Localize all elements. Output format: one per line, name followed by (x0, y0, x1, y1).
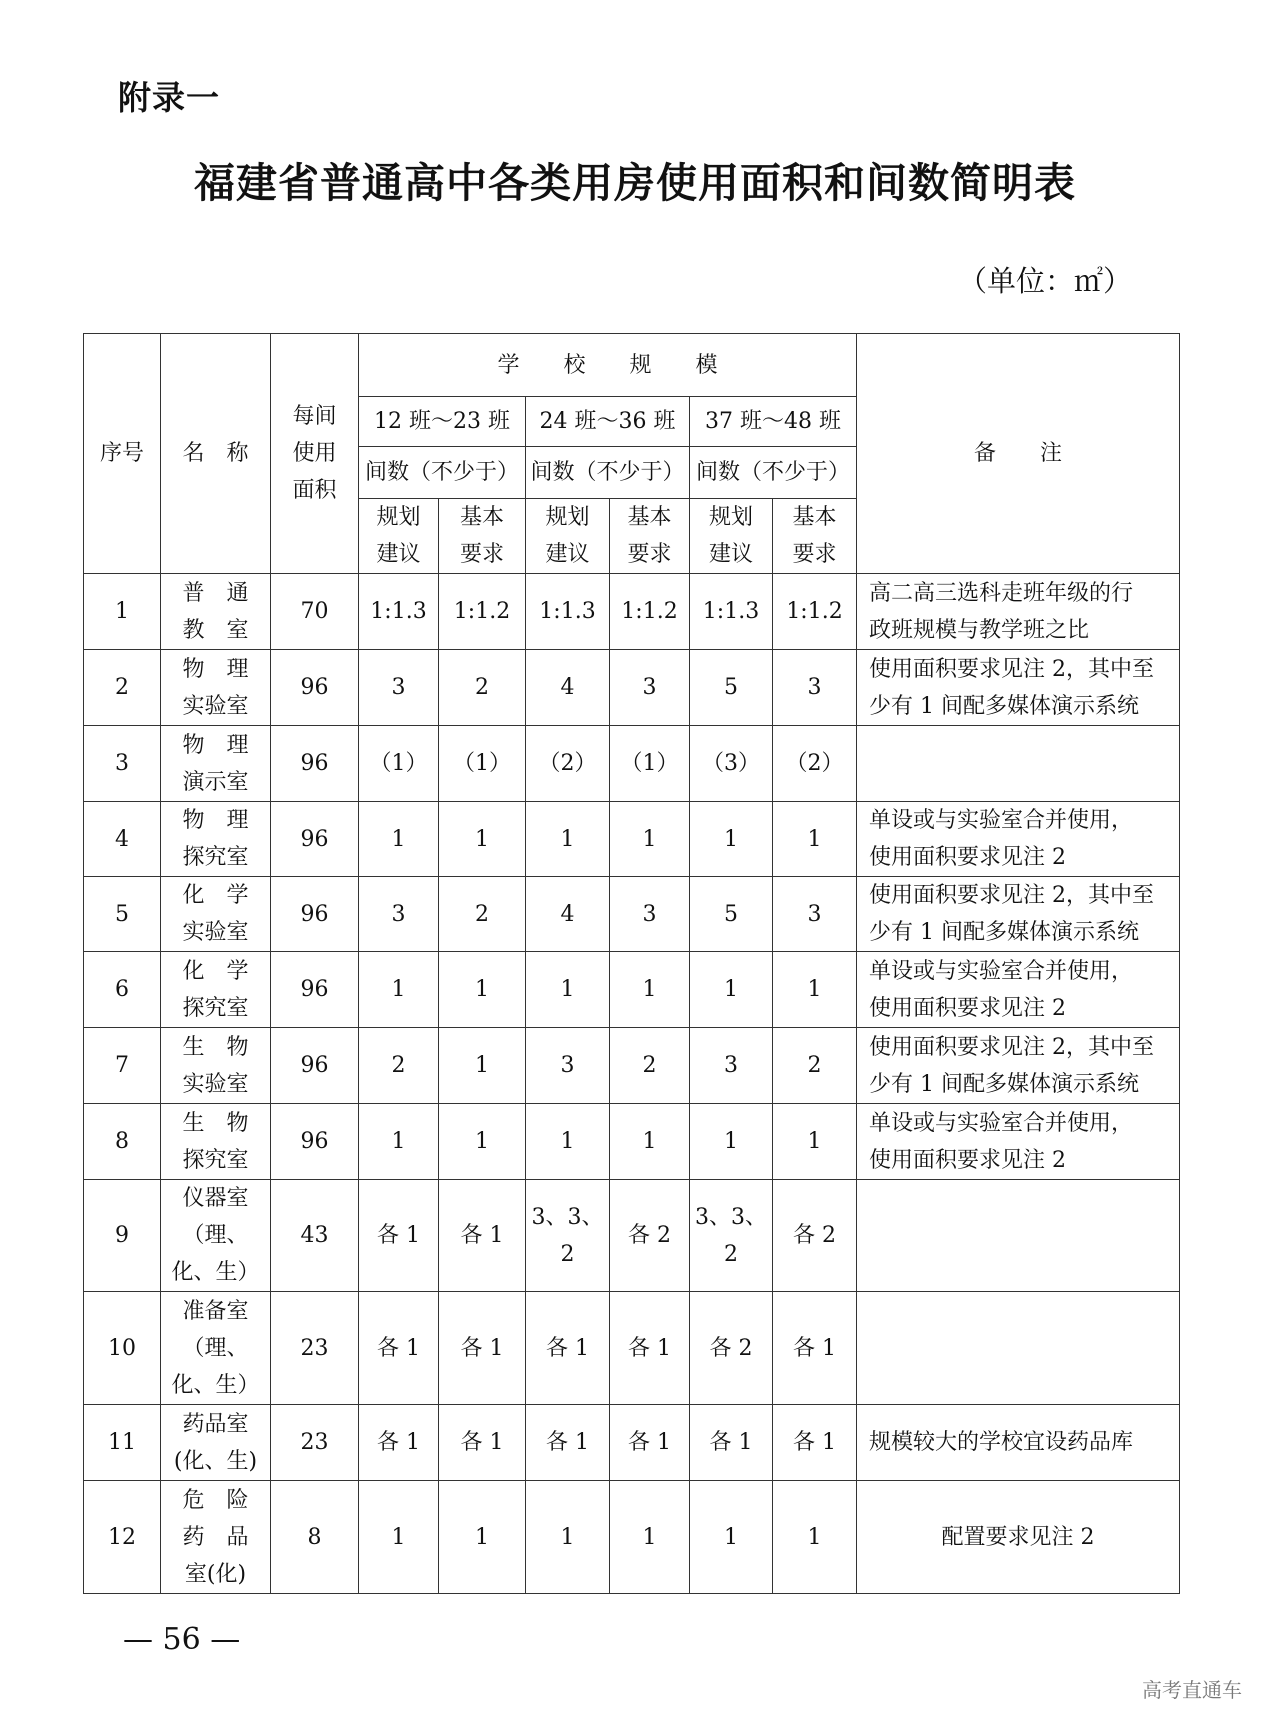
header-range-2: 24 班～36 班 (526, 397, 690, 447)
room-area: 96 (271, 877, 359, 952)
room-count: 1 (773, 952, 857, 1028)
room-name (161, 1292, 271, 1405)
room-count: 3、3、2 (690, 1180, 773, 1292)
room-name-line: 生 物 (182, 1034, 249, 1060)
row-index: 12 (84, 1481, 161, 1594)
row-note (857, 650, 1180, 726)
room-count: 1 (439, 802, 526, 877)
room-count: 3 (610, 650, 690, 726)
room-area: 96 (271, 1104, 359, 1180)
page-title: 福建省普通高中各类用房使用面积和间数简明表 (194, 159, 1076, 207)
note-line: 配置要求见注 2 (941, 1524, 1095, 1550)
room-count: （2） (526, 726, 610, 802)
room-count: 各 2 (610, 1180, 690, 1292)
room-count: 1:1.3 (690, 574, 773, 650)
room-count: 各 1 (690, 1405, 773, 1481)
room-count: 3 (610, 877, 690, 952)
note-line: 政班规模与教学班之比 (869, 617, 1090, 643)
row-note (857, 726, 1180, 802)
row-index: 9 (84, 1180, 161, 1292)
room-count: 3 (359, 650, 439, 726)
room-count: 1 (439, 1104, 526, 1180)
room-name-line: 仪器室 (182, 1186, 249, 1211)
row-note (857, 952, 1180, 1028)
table-row (84, 726, 1180, 802)
room-count: 2 (439, 650, 526, 726)
header-basic: 基本 要求 (610, 499, 690, 574)
watermark: 高考直通车 (1142, 1678, 1242, 1702)
room-name-line: 药 品 (182, 1524, 249, 1550)
table-body (84, 574, 1180, 1594)
row-index: 10 (84, 1292, 161, 1405)
room-count: 5 (690, 877, 773, 952)
room-count: 1 (610, 802, 690, 877)
room-count: 1:1.3 (359, 574, 439, 650)
room-count: （1） (359, 726, 439, 802)
room-name-line: 药品室 (182, 1411, 249, 1437)
room-count: 各 1 (439, 1405, 526, 1481)
room-name-line: 化 学 (182, 883, 249, 908)
note-line: 使用面积要求见注 2 (869, 845, 1067, 870)
row-index: 5 (84, 877, 161, 952)
room-count: 1 (526, 802, 610, 877)
header-basic: 基本 要求 (439, 499, 526, 574)
room-name (161, 1405, 271, 1481)
appendix-label: 附录一 (118, 78, 220, 117)
row-index: 8 (84, 1104, 161, 1180)
row-index: 7 (84, 1028, 161, 1104)
room-area-table (83, 333, 1180, 1594)
row-note (857, 1292, 1180, 1405)
room-count: （3） (690, 726, 773, 802)
room-name-line: 教 室 (182, 617, 249, 643)
header-notes: 备 注 (857, 334, 1180, 574)
room-count: 1 (610, 1104, 690, 1180)
room-count: 1 (526, 1481, 610, 1594)
room-count: 1 (359, 1481, 439, 1594)
room-count: 各 1 (526, 1292, 610, 1405)
room-count: 1 (526, 1104, 610, 1180)
room-name-line: 化、生） (171, 1372, 260, 1398)
row-index: 1 (84, 574, 161, 650)
note-line: 少有 1 间配多媒体演示系统 (869, 693, 1140, 719)
room-count: 各 1 (610, 1405, 690, 1481)
row-note (857, 1481, 1180, 1594)
header-school-scale: 学 校 规 模 (359, 334, 857, 397)
room-count: 1 (690, 952, 773, 1028)
room-name-line: 危 险 (182, 1487, 249, 1513)
row-note (857, 877, 1180, 952)
room-area: 23 (271, 1405, 359, 1481)
table-row (84, 1028, 1180, 1104)
room-area: 96 (271, 1028, 359, 1104)
room-count: 3 (773, 877, 857, 952)
room-count: 3 (773, 650, 857, 726)
room-name-line: 室(化) (184, 1561, 247, 1587)
room-name-line: 物 理 (182, 808, 249, 833)
table-row (84, 1292, 1180, 1405)
room-count: 3 (359, 877, 439, 952)
note-line: 单设或与实验室合并使用， (869, 958, 1134, 984)
room-count: 4 (526, 877, 610, 952)
room-name (161, 1180, 271, 1292)
room-count: 3 (690, 1028, 773, 1104)
note-line: 高二高三选科走班年级的行 (869, 580, 1134, 606)
note-line: 少有 1 间配多媒体演示系统 (869, 1071, 1140, 1097)
room-count: 各 1 (773, 1292, 857, 1405)
room-count: 1 (690, 1481, 773, 1594)
room-count: 各 2 (773, 1180, 857, 1292)
header-name: 名 称 (161, 334, 271, 574)
row-index: 3 (84, 726, 161, 802)
room-count: （1） (439, 726, 526, 802)
header-plan: 规划 建议 (359, 499, 439, 574)
room-name-line: (化、生) (173, 1448, 258, 1474)
room-count: 各 1 (359, 1292, 439, 1405)
room-count: 1:1.3 (526, 574, 610, 650)
room-count: 各 2 (690, 1292, 773, 1405)
note-line: 使用面积要求见注 2，其中至 (869, 656, 1155, 682)
room-name (161, 574, 271, 650)
room-name-line: 准备室 (182, 1298, 249, 1324)
table-row (84, 1405, 1180, 1481)
room-name-line: 普 通 (182, 580, 249, 606)
room-name (161, 1028, 271, 1104)
room-area: 96 (271, 802, 359, 877)
room-name-line: 化 学 (182, 958, 249, 984)
room-count: 2 (439, 877, 526, 952)
row-note (857, 802, 1180, 877)
room-count: （1） (610, 726, 690, 802)
room-count: 1:1.2 (610, 574, 690, 650)
room-area: 43 (271, 1180, 359, 1292)
note-line: 少有 1 间配多媒体演示系统 (869, 920, 1140, 945)
header-basic: 基本 要求 (773, 499, 857, 574)
room-count: 1 (526, 952, 610, 1028)
room-name-line: 探究室 (182, 845, 249, 870)
room-count: 1 (773, 1481, 857, 1594)
row-index: 11 (84, 1405, 161, 1481)
row-index: 6 (84, 952, 161, 1028)
header-range-1: 12 班～23 班 (359, 397, 526, 447)
header-count-3: 间数（不少于） (690, 447, 857, 499)
table-row (84, 952, 1180, 1028)
room-count: 1 (610, 1481, 690, 1594)
room-name-line: 实验室 (182, 693, 249, 719)
room-count: 5 (690, 650, 773, 726)
table-row (84, 1104, 1180, 1180)
row-index: 2 (84, 650, 161, 726)
room-name-line: 物 理 (182, 732, 249, 758)
room-count: 1 (439, 1481, 526, 1594)
note-line: 单设或与实验室合并使用， (869, 808, 1134, 833)
room-name (161, 650, 271, 726)
table-row (84, 877, 1180, 952)
room-count: 1:1.2 (439, 574, 526, 650)
header-plan: 规划 建议 (690, 499, 773, 574)
room-count: 2 (773, 1028, 857, 1104)
room-count: 各 1 (439, 1292, 526, 1405)
table-row (84, 1180, 1180, 1292)
room-name (161, 726, 271, 802)
header-count-1: 间数（不少于） (359, 447, 526, 499)
room-count: 1 (773, 802, 857, 877)
room-name (161, 1104, 271, 1180)
header-range-3: 37 班～48 班 (690, 397, 857, 447)
room-area: 96 (271, 952, 359, 1028)
header-area: 每间 使用 面积 (271, 334, 359, 574)
room-name-line: （理、 (182, 1335, 249, 1361)
room-name-line: （理、 (182, 1223, 249, 1248)
note-line: 单设或与实验室合并使用， (869, 1110, 1134, 1136)
note-line: 使用面积要求见注 2 (869, 1147, 1067, 1173)
room-count: 各 1 (439, 1180, 526, 1292)
note-line: 规模较大的学校宜设药品库 (869, 1430, 1134, 1455)
room-count: 3、3、2 (526, 1180, 610, 1292)
row-note (857, 1104, 1180, 1180)
room-count: 各 1 (610, 1292, 690, 1405)
room-count: 1 (773, 1104, 857, 1180)
room-count: 1 (690, 1104, 773, 1180)
table-row (84, 1481, 1180, 1594)
room-count: 各 1 (773, 1405, 857, 1481)
room-name-line: 生 物 (182, 1110, 249, 1136)
row-index: 4 (84, 802, 161, 877)
room-area: 96 (271, 726, 359, 802)
header-count-2: 间数（不少于） (526, 447, 690, 499)
room-count: 各 1 (359, 1405, 439, 1481)
room-count: 各 1 (526, 1405, 610, 1481)
room-name-line: 实验室 (182, 1071, 249, 1097)
room-area: 70 (271, 574, 359, 650)
row-note (857, 574, 1180, 650)
room-count: 1 (690, 802, 773, 877)
room-count: 3 (526, 1028, 610, 1104)
room-count: 1 (439, 952, 526, 1028)
room-count: （2） (773, 726, 857, 802)
room-name (161, 877, 271, 952)
room-count: 1:1.2 (773, 574, 857, 650)
table-row (84, 650, 1180, 726)
room-area: 96 (271, 650, 359, 726)
room-count: 1 (610, 952, 690, 1028)
room-count: 各 1 (359, 1180, 439, 1292)
room-name-line: 演示室 (182, 769, 249, 795)
room-count: 1 (359, 1104, 439, 1180)
table-row (84, 802, 1180, 877)
room-area: 23 (271, 1292, 359, 1405)
room-name (161, 802, 271, 877)
table-row (84, 574, 1180, 650)
room-count: 2 (359, 1028, 439, 1104)
room-name-line: 实验室 (182, 920, 249, 945)
room-count: 1 (359, 952, 439, 1028)
room-name-line: 探究室 (182, 1147, 249, 1173)
note-line: 使用面积要求见注 2，其中至 (869, 1034, 1155, 1060)
row-note (857, 1028, 1180, 1104)
note-line: 使用面积要求见注 2 (869, 995, 1067, 1021)
row-note (857, 1405, 1180, 1481)
room-name-line: 物 理 (182, 656, 249, 682)
room-name-line: 探究室 (182, 995, 249, 1021)
note-line: 使用面积要求见注 2，其中至 (869, 883, 1155, 908)
room-name (161, 952, 271, 1028)
header-plan: 规划 建议 (526, 499, 610, 574)
room-name (161, 1481, 271, 1594)
room-area: 8 (271, 1481, 359, 1594)
room-count: 1 (439, 1028, 526, 1104)
room-name-line: 化、生） (171, 1260, 260, 1285)
header-index: 序号 (84, 334, 161, 574)
page-number: — 56 — (123, 1622, 241, 1657)
row-note (857, 1180, 1180, 1292)
room-count: 1 (359, 802, 439, 877)
room-count: 2 (610, 1028, 690, 1104)
unit-label: （单位：㎡） (958, 264, 1133, 298)
room-count: 4 (526, 650, 610, 726)
